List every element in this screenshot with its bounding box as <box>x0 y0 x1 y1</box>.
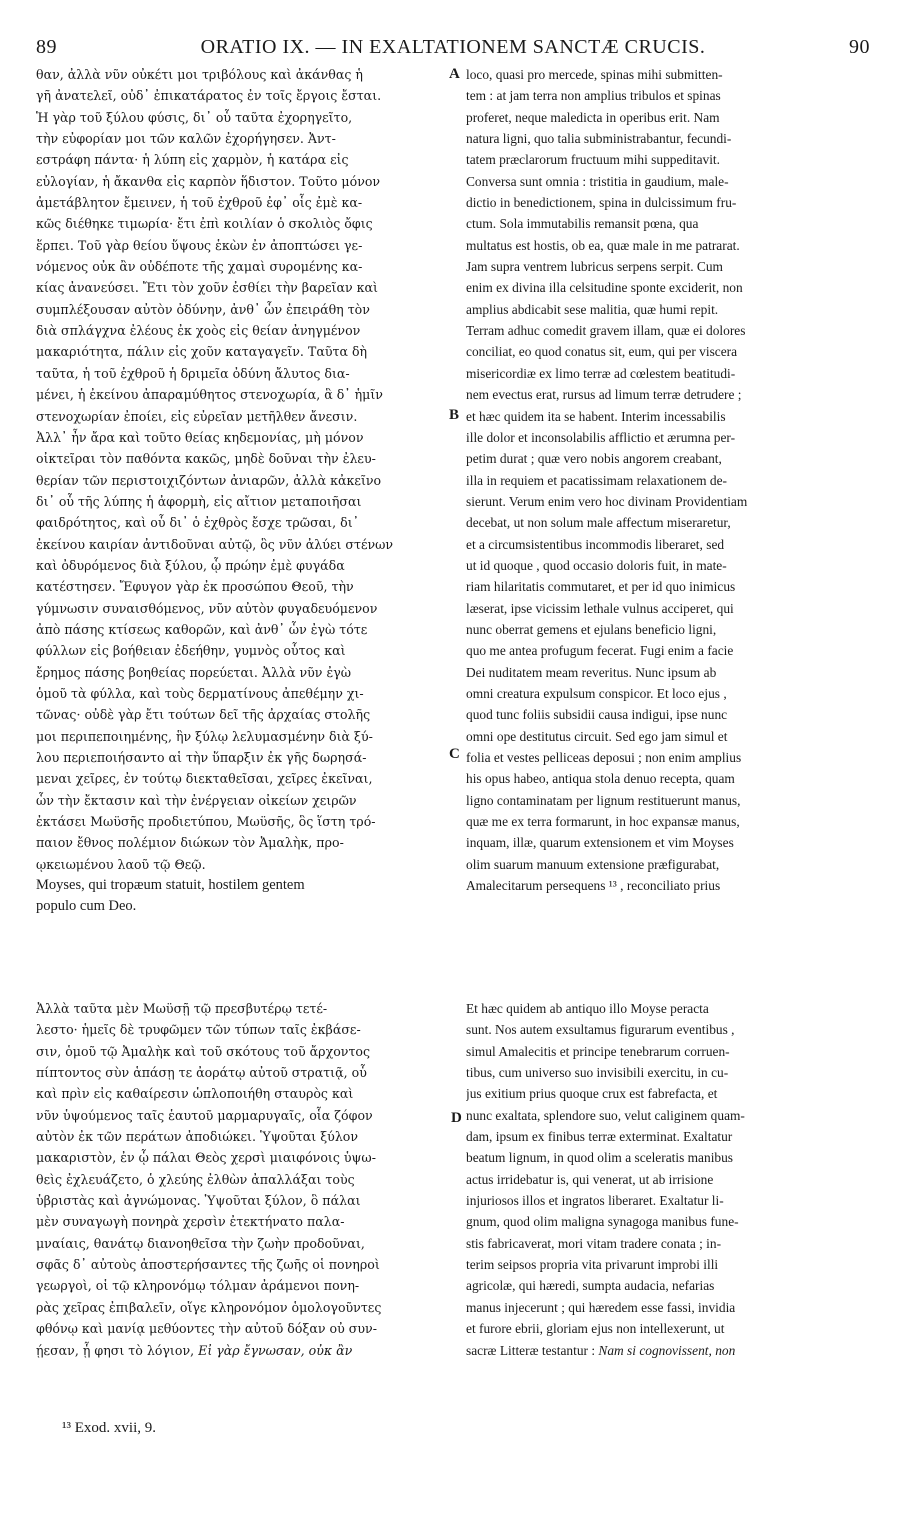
text-line: φαιδρότητος, καὶ οὗ δι᾽ ὁ ἐχθρὸς ἔσχε τρῶσαι, δι᾽ <box>36 515 359 531</box>
text-line: his opus habeo, antiqua stola denuo recepta, quam <box>466 771 735 787</box>
text-line: γεωργοὶ, οἱ τῷ κληρονόμῳ τόλμαν ἀράμενοι πονη- <box>36 1278 360 1294</box>
text-line: quod tunc foliis subsidii causa indigui, ipse nunc <box>466 707 728 723</box>
text-line: ἔρημος πάσης βοηθείας πορεύεται. Ἀλλὰ νῦν ἐγὼ <box>36 664 351 680</box>
text-line: beatum lignum, in quod olim a sceleratis manibus <box>466 1150 734 1166</box>
text-line: ctum. Sola immutabilis remansit pœna, qua <box>466 216 699 232</box>
text-line: Conversa sunt omnia : tristitia in gaudium, male- <box>466 173 729 189</box>
text-line: jus exitium prius quoque crux est fabrefacta, et <box>466 1086 718 1102</box>
text-line: simul Amalecitis et principe tenebrarum corruen- <box>466 1043 730 1059</box>
text-line: νῦν ὑψούμενος ταῖς ἑαυτοῦ μαρμαρυγαῖς, οἷα ζόφον <box>36 1107 373 1123</box>
text-line: manus injecerunt ; qui hæredem esse fassi, invidia <box>466 1299 736 1315</box>
text-line: ρὰς χεῖρας ἐπιβαλεῖν, οἵγε κληρονόμον ὁμολογοῦντες <box>36 1299 382 1315</box>
scripture-quote: Nam si cognovissent, non <box>598 1342 736 1358</box>
greek-column-bottom <box>36 998 446 1361</box>
text-line: γύμνωσιν συναισθόμενος, νῦν αὐτὸν φυγαδευόμενον <box>36 600 378 616</box>
text-line: μακαριστὸν, ἐν ᾧ πάλαι Θεὸς χερσὶ μιαιφόνοις ὑψω- <box>36 1150 376 1166</box>
text-line: ἀπὸ πάσης κτίσεως καθορῶν, καὶ ἀνθ᾽ ὧν ἐγὼ τότε <box>36 621 368 637</box>
text-line: Et hæc quidem ab antiquo illo Moyse peracta <box>466 1001 709 1016</box>
text-line-start: ῄεσαν, ᾗ φησι τὸ λόγιον, <box>36 1342 195 1358</box>
text-line: λου περιεποιήσαντο αἱ τὴν ὕπαρξιν ἐκ γῆς δωρησά- <box>36 750 367 765</box>
text-line: tatem præclarorum fructuum mihi suppeditavit. <box>466 152 720 168</box>
text-line: θεὶς ἐχλευάζετο, ὁ χλεύης ἐλθὼν ἀπαλλάξαι τοὺς <box>36 1171 355 1187</box>
text-line: tibus, cum universo suo invisibili exercitu, in cu- <box>466 1065 729 1081</box>
text-line: φθόνῳ καὶ μανίᾳ μεθύοντες τὴν αὐτοῦ δόξαν οὐ συν- <box>36 1321 377 1337</box>
text-line: amplius abdicabit sese malitia, quæ humi repit. <box>466 301 719 317</box>
text-line: ille dolor et inconsolabilis afflictio et ærumna per- <box>466 429 736 445</box>
scripture-quote: Εἰ γὰρ ἔγνωσαν, οὐκ ἂν <box>198 1342 353 1358</box>
text-line-with-quote <box>36 1340 446 1361</box>
latin-column-bottom <box>466 998 870 1361</box>
text-line: et furore ebrii, gloriam ejus non intellexerunt, ut <box>466 1321 725 1337</box>
text-line: Jam supra ventrem lubricus serpens serpit. Cum <box>466 259 723 275</box>
text-line: natura ligni, quo talia subministrabantur, fecundi- <box>466 131 732 147</box>
text-line: decebat, ut non solum male affectum miseraretur, <box>466 515 731 531</box>
text-line: Ἡ γὰρ τοῦ ξύλου φύσις, δι᾽ οὗ ταῦτα ἐχορηγεῖτο, <box>36 109 353 125</box>
text-line: συμπλέξουσαν αὐτὸν ὀδύνην, ἀνθ᾽ ὧν ἐπειράθη τὸν <box>36 301 370 317</box>
text-line: διὰ σπλάγχνα ἐλέους ἐκ χοὸς εἰς θείαν ἀνηγμένον <box>36 323 361 339</box>
text-line: παιον ἔθνος πολέμιον διώκων τὸν Ἀμαλὴκ, προ- <box>36 835 344 851</box>
text-line: enim ex divina illa celsitudine sponte exciderit, non <box>466 280 743 296</box>
text-line: θαν, ἀλλὰ νῦν οὐκέτι μοι τριβόλους καὶ ἀκάνθας ἡ <box>36 67 363 82</box>
text-line: tem : at jam terra non amplius tribulos et spinas <box>466 88 721 104</box>
text-line: φύλλων εἰς βοήθειαν ἐδεήθην, γυμνὸς οὗτος καὶ <box>36 643 346 659</box>
section-marker-b: B <box>449 407 460 423</box>
text-line-start: sacræ Litteræ testantur : <box>466 1342 596 1358</box>
running-title: ORATIO IX. — IN EXALTATIONEM SANCTÆ CRUCIS. <box>200 36 706 58</box>
text-line: μεναι χεῖρες, ἐν τούτῳ διεκταθεῖσαι, χεῖρες ἐκεῖναι, <box>36 771 373 787</box>
page-number-left: 89 <box>36 36 57 58</box>
latin-column-top <box>466 64 870 896</box>
text-line: Ἀλλὰ ταῦτα μὲν Μωϋσῇ τῷ πρεσβυτέρῳ τετέ- <box>36 1001 328 1016</box>
text-line: olim suarum manuum extensione præfigurabat, <box>466 856 720 872</box>
text-line: πίπτοντος σὺν ἁπάσῃ τε ἀοράτῳ αὐτοῦ στρατιᾷ, οὗ <box>36 1065 367 1081</box>
text-line: γῆ ἀνατελεῖ, οὐδ᾽ ἐπικατάρατος ἐν τοῖς ἔργοις ἔσται. <box>36 88 382 104</box>
text-line: Dei nuditatem meam reveritus. Nunc ipsum ab <box>466 664 717 680</box>
text-line: Moyses, qui tropæum statuit, hostilem gentem <box>36 877 305 894</box>
text-line: τὴν εὐφορίαν μοι τῶν καλῶν ἐχορήγησεν. Ἀντ- <box>36 131 336 147</box>
text-line: στενοχωρίαν ἐποίει, εἰς εὐρεῖαν μετῆλθεν ἄνεσιν. <box>36 408 358 424</box>
text-line: Ἀλλ᾽ ἦν ἄρα καὶ τοῦτο θείας κηδεμονίας, μὴ μόνον <box>36 429 364 445</box>
text-line: stis fabricaverat, mori vitam tradere conata ; in- <box>466 1235 722 1251</box>
text-line: μὲν συναγωγὴ πονηρὰ χερσὶν ἐτεκτήνατο παλα- <box>36 1214 345 1230</box>
text-line: οἰκτεῖραι τὸν παθόντα κακῶς, μηδὲ δοῦναι τὴν ἐλευ- <box>36 451 376 467</box>
text-line: Terram adhuc comedit gravem illam, quæ ei dolores <box>466 323 746 339</box>
page-number-right: 90 <box>849 36 870 58</box>
text-line: multatus est hostis, ob ea, quæ male in me patrarat. <box>466 237 740 253</box>
text-line: illa in requiem et pacatissimam relaxationem de- <box>466 472 728 488</box>
section-marker-a: A <box>449 66 460 82</box>
text-line: μένει, ἡ ἐκείνου ἀπαραμύθητος στενοχωρία, ἃ δ᾽ ἡμῖν <box>36 387 383 403</box>
text-line: νόμενος οὐκ ἂν οὐδέποτε τῆς χαμαὶ συρομένης κα- <box>36 259 363 275</box>
text-line: populo cum Deo. <box>36 898 137 915</box>
text-line: et hæc quidem ita se habent. Interim incessabilis <box>466 408 726 424</box>
text-line: læserat, ipse vicissim lethale vulnus acciperet, qui <box>466 600 734 616</box>
text-line: Amalecitarum persequens ¹³ , reconciliato prius <box>466 878 721 894</box>
text-line-with-quote <box>466 1340 870 1361</box>
text-line: αὐτὸν ἐκ τῶν περάτων ἀποδιώκει. Ὑψοῦται ξύλον <box>36 1129 359 1145</box>
text-line: ὧν τὴν ἔκτασιν καὶ τὴν ἐνέργειαν οἰκείων χειρῶν <box>36 792 357 808</box>
text-line: sunt. Nos autem exsultamus figurarum eventibus , <box>466 1022 735 1038</box>
text-line: ῳκειωμένου λαοῦ τῷ Θεῷ. <box>36 856 206 872</box>
text-line: τῶνας· οὐδὲ γὰρ ἔτι τούτων δεῖ τῆς ἀρχαίας στολῆς <box>36 707 371 723</box>
text-line: δι᾽ οὗ τῆς λύπης ἡ ἀφορμὴ, εἰς αἴτιον μεταποιῆσαι <box>36 493 362 509</box>
text-line: actus irridebatur is, qui venerat, ut ab irrisione <box>466 1171 714 1187</box>
text-line: et a circumsistentibus incommodis liberaret, sed <box>466 536 725 552</box>
text-line: terim seipsos propria vita privarunt improbi illi <box>466 1257 719 1273</box>
text-line: quæ me ex terra formarunt, in hoc expansæ manus, <box>466 814 740 830</box>
text-line: ἕρπει. Τοῦ γὰρ θείου ὕψους ἑκὼν ἐν ἀποπτώσει γε- <box>36 237 363 253</box>
text-line: ὁμοῦ τὰ φύλλα, καὶ τοὺς δερματίνους ἀπεθέμην χι- <box>36 685 364 701</box>
text-line: nunc exaltata, splendore suo, velut caliginem quam- <box>466 1107 745 1123</box>
text-line: σφᾶς δ᾽ αὐτοὺς ἀποστερήσαντες τῆς ζωῆς οἱ πονηροὶ <box>36 1257 380 1273</box>
text-line: μναίαις, θανάτῳ διανοηθεῖσα τὴν ζωὴν προδοῦναι, <box>36 1235 365 1251</box>
text-line: σιν, ὁμοῦ τῷ Ἀμαλὴκ καὶ τοῦ σκότους τοῦ ἄρχοντος <box>36 1043 371 1059</box>
section-marker-c: C <box>449 746 460 762</box>
text-line: injuriosos illos et ingratos liberaret. Exaltatur li- <box>466 1193 724 1209</box>
text-line: ἐκτάσει Μωϋσῆς προδιετύπου, Μωϋσῆς, ὃς ἵστη τρό- <box>36 814 376 830</box>
text-line: κατέστησεν. Ἔφυγον γὰρ ἐκ προσώπου Θεοῦ, τὴν <box>36 579 354 595</box>
text-line: dam, ipsum ex finibus terræ exterminat. Exaltatur <box>466 1129 733 1145</box>
section-marker-d: D <box>451 1110 462 1126</box>
text-line: εὐλογίαν, ἡ ἄκανθα εἰς καρπὸν ἥδιστον. Τοῦτο μόνον <box>36 173 381 189</box>
text-line: μακαριότητα, πάλιν εἰς χοῦν καταγαγεῖν. Ταῦτα δὴ <box>36 344 368 360</box>
text-line: nunc oberrat gemens et ejulans beneficio ligni, <box>466 621 717 637</box>
text-line: ταῦτα, ἡ τοῦ ἐχθροῦ ἡ δριμεῖα ὀδύνη ἄλυτος δια- <box>36 365 350 381</box>
text-line: καὶ ὀδυρόμενος διὰ ξύλου, ᾧ πρώην ἐμὲ φυγάδα <box>36 557 345 573</box>
text-line: omni creatura expulsum conspicor. Et loco ejus , <box>466 685 727 701</box>
text-line: folia et vestes pelliceas deposui ; non enim amplius <box>466 750 742 765</box>
text-line: conciliat, eo quod conatus sit, eum, qui per viscera <box>466 344 738 360</box>
text-line: petim durat ; quæ vero nobis angorem creabant, <box>466 451 722 467</box>
text-line: quo me antea profugum fecerat. Fugi enim a facie <box>466 643 734 659</box>
text-line: κῶς διέθηκε τιμωρία· ἔτι ἐπὶ κοιλίαν ὁ σκολιὸς ὄφις <box>36 216 373 232</box>
greek-column-top <box>36 64 446 918</box>
text-line: εστράφη πάντα· ἡ λύπη εἰς χαρμὸν, ἡ κατάρα εἰς <box>36 152 349 168</box>
text-line: καὶ πρὶν εἰς καθαίρεσιν ὡπλοποιήθη σταυρὸς καὶ <box>36 1086 354 1102</box>
page-header <box>36 36 870 62</box>
text-line: gnum, quod olim maligna synagoga manibus fune- <box>466 1214 739 1230</box>
text-line: λεστο· ἡμεῖς δὲ τρυφῶμεν τῶν τύπων ταῖς ἐκβάσε- <box>36 1022 361 1038</box>
text-line: ὑβριστὰς καὶ ἀγνώμονας. Ὑψοῦται ξύλον, ὃ πάλαι <box>36 1193 361 1209</box>
text-line: proferet, neque maledicta in operibus erit. Nam <box>466 109 720 125</box>
text-line: ligno contaminatam per lignum restituerunt manus, <box>466 792 741 808</box>
text-line: θερίαν τῶν περιστοιχιζόντων ἀνιαρῶν, ἀλλὰ κἀκεῖνο <box>36 472 382 488</box>
text-line: omni ope destitutus circuit. Sed ego jam simul et <box>466 728 728 744</box>
text-line: κίας ἀνανεύσει. Ἔτι τὸν χοῦν ἐσθίει τὴν βαρεῖαν καὶ <box>36 280 378 296</box>
text-line: μοι περιπεποιημένης, ἣν ξύλῳ λελυμασμένην διὰ ξύ- <box>36 728 373 744</box>
text-line: dictio in benedictionem, spina in dulcissimum fru- <box>466 195 737 211</box>
text-line: agricolæ, qui hæredi, sumpta audacia, nefarias <box>466 1278 715 1294</box>
text-line: riam hilaritatis commutaret, et per id quo inimicus <box>466 579 736 595</box>
text-line: ἀμετάβλητον ἔμεινεν, ἡ τοῦ ἐχθροῦ ἐφ᾽ οἷς ἐμὲ κα- <box>36 195 363 211</box>
text-line: ut id quoque , quod occasio doloris fuit, in mate- <box>466 557 727 573</box>
text-line: sierunt. Verum enim vero hoc divinam Providentiam <box>466 493 748 509</box>
text-line: misericordiæ ex limo terræ ad cœlestem beatitudi- <box>466 365 736 381</box>
text-line: loco, quasi pro mercede, spinas mihi submitten- <box>466 67 723 82</box>
text-line: inquam, illæ, quarum extensionem et vim Moyses <box>466 835 734 851</box>
text-line: nem evectus erat, rursus ad limum terræ detrudere ; <box>466 387 742 403</box>
text-line: ἐκείνου καιρίαν ἀντιδοῦναι αὐτῷ, ὃς νῦν ἀλύει στένων <box>36 536 394 552</box>
footnote: ¹³ Exod. xvii, 9. <box>62 1420 156 1436</box>
